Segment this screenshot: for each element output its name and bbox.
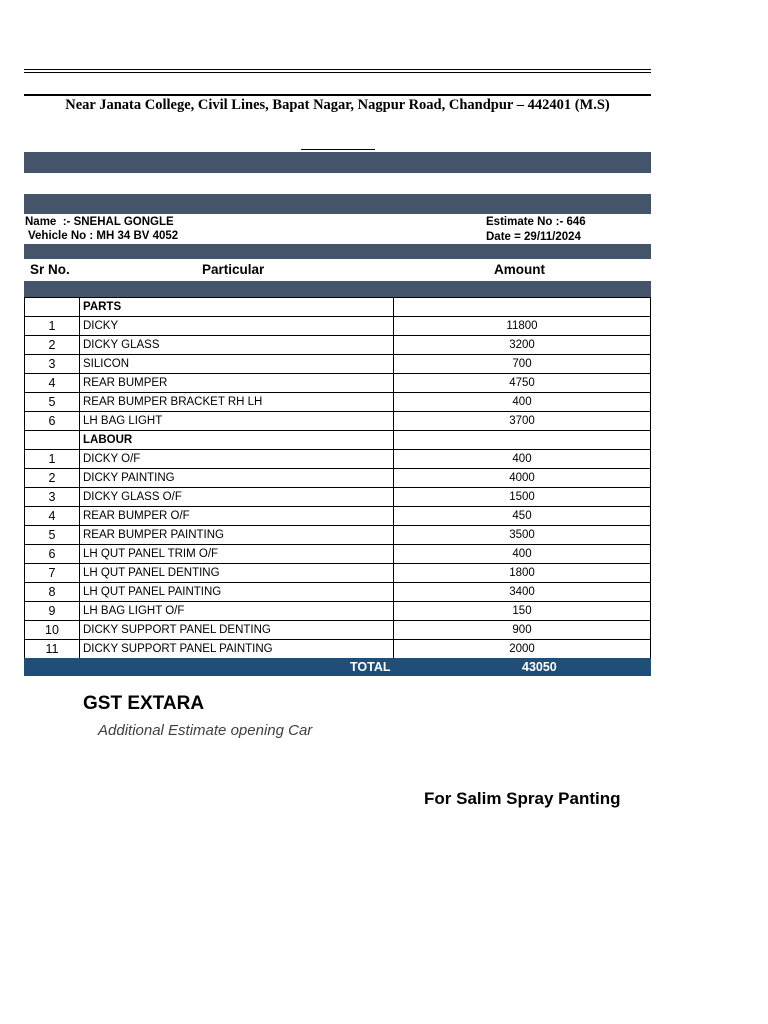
row-particular: REAR BUMPER BRACKET RH LH (80, 393, 394, 412)
table-row (25, 545, 651, 564)
table-row (25, 602, 651, 621)
row-particular: PARTS (80, 298, 394, 317)
total-row (24, 658, 651, 676)
table-row (25, 507, 651, 526)
row-particular: DICKY O/F (80, 450, 394, 469)
row-sr-no: 5 (25, 393, 80, 412)
header-band (24, 194, 651, 214)
column-header-sr-no: Sr No. (30, 262, 70, 277)
row-sr-no: 7 (25, 564, 80, 583)
row-amount: 3400 (394, 583, 651, 602)
row-particular: LH QUT PANEL DENTING (80, 564, 394, 583)
table-row (25, 412, 651, 431)
column-header-particular: Particular (202, 262, 265, 277)
row-amount: 900 (394, 621, 651, 640)
row-particular: LABOUR (80, 431, 394, 450)
header-band (24, 281, 651, 297)
section-row (25, 298, 651, 317)
row-sr-no: 6 (25, 545, 80, 564)
row-amount: 3500 (394, 526, 651, 545)
row-sr-no: 3 (25, 355, 80, 374)
row-particular: REAR BUMPER PAINTING (80, 526, 394, 545)
column-header-amount: Amount (494, 262, 545, 277)
row-sr-no: 9 (25, 602, 80, 621)
row-particular: LH BAG LIGHT O/F (80, 602, 394, 621)
row-amount: 4750 (394, 374, 651, 393)
table-row (25, 564, 651, 583)
row-amount: 400 (394, 450, 651, 469)
row-sr-no: 10 (25, 621, 80, 640)
row-amount: 4000 (394, 469, 651, 488)
header-double-rule-bottom (24, 72, 651, 73)
row-sr-no (25, 431, 80, 450)
estimate-items-table (24, 297, 651, 659)
header-band (24, 152, 651, 173)
row-amount: 1500 (394, 488, 651, 507)
row-particular: LH BAG LIGHT (80, 412, 394, 431)
row-sr-no: 3 (25, 488, 80, 507)
table-row (25, 317, 651, 336)
row-amount: 3700 (394, 412, 651, 431)
table-row (25, 393, 651, 412)
row-sr-no: 1 (25, 450, 80, 469)
table-row (25, 336, 651, 355)
vehicle-number: Vehicle No : MH 34 BV 4052 (28, 230, 179, 242)
table-row (25, 621, 651, 640)
row-particular: DICKY GLASS (80, 336, 394, 355)
gst-note: GST EXTARA (83, 693, 205, 714)
row-amount: 11800 (394, 317, 651, 336)
row-amount: 400 (394, 545, 651, 564)
table-row (25, 450, 651, 469)
row-particular: REAR BUMPER O/F (80, 507, 394, 526)
total-label: TOTAL (350, 660, 391, 674)
row-amount: 3200 (394, 336, 651, 355)
table-row (25, 640, 651, 659)
row-amount: 150 (394, 602, 651, 621)
row-particular: DICKY SUPPORT PANEL PAINTING (80, 640, 394, 659)
row-sr-no: 4 (25, 374, 80, 393)
header-double-rule-top (24, 69, 651, 70)
row-sr-no: 1 (25, 317, 80, 336)
row-particular: DICKY SUPPORT PANEL DENTING (80, 621, 394, 640)
row-sr-no: 4 (25, 507, 80, 526)
row-sr-no: 2 (25, 336, 80, 355)
row-amount: 1800 (394, 564, 651, 583)
estimate-number: Estimate No :- 646 (486, 216, 586, 228)
table-row (25, 488, 651, 507)
estimate-date: Date = 29/11/2024 (486, 231, 581, 243)
signature-line: For Salim Spray Panting (424, 789, 621, 808)
total-amount: 43050 (522, 660, 557, 674)
row-sr-no: 5 (25, 526, 80, 545)
row-amount: 450 (394, 507, 651, 526)
row-particular: DICKY (80, 317, 394, 336)
row-sr-no: 2 (25, 469, 80, 488)
row-amount: 2000 (394, 640, 651, 659)
row-sr-no: 8 (25, 583, 80, 602)
row-particular: LH QUT PANEL PAINTING (80, 583, 394, 602)
table-row (25, 469, 651, 488)
row-particular: LH QUT PANEL TRIM O/F (80, 545, 394, 564)
row-particular: SILICON (80, 355, 394, 374)
row-amount: 700 (394, 355, 651, 374)
row-sr-no: 6 (25, 412, 80, 431)
table-row (25, 583, 651, 602)
additional-estimate-note: Additional Estimate opening Car (98, 722, 313, 739)
table-row (25, 526, 651, 545)
section-row (25, 431, 651, 450)
row-particular: REAR BUMPER (80, 374, 394, 393)
shop-address: Near Janata College, Civil Lines, Bapat Nagar, Nagpur Road, Chandpur – 442401 (M.S) (65, 97, 610, 113)
row-particular: DICKY GLASS O/F (80, 488, 394, 507)
row-amount: 400 (394, 393, 651, 412)
customer-name: Name :- SNEHAL GONGLE (25, 216, 174, 228)
header-band (24, 244, 651, 259)
title-underline (301, 149, 375, 150)
table-row (25, 374, 651, 393)
table-row (25, 355, 651, 374)
row-amount (394, 298, 651, 317)
row-sr-no: 11 (25, 640, 80, 659)
row-sr-no (25, 298, 80, 317)
row-amount (394, 431, 651, 450)
row-particular: DICKY PAINTING (80, 469, 394, 488)
